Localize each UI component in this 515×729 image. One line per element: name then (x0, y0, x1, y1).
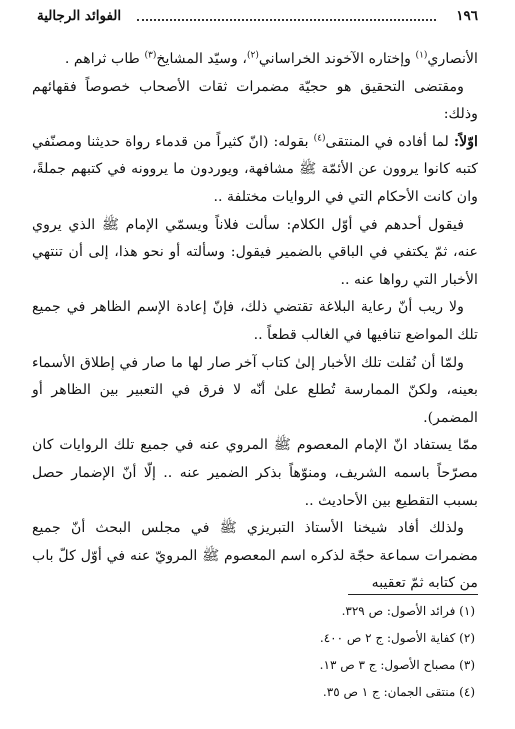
footnote-ref[interactable]: (٤) (313, 133, 326, 144)
text-run: بقوله: (انّ كثيراً من قدماء رواة حديثنا ومصنّفي كتبه كانوا يروون عن الأئمّة ﷺ مشافهة، ويوردون ما يروونه في كتبهم جملةً، وان كانت الأحكام التي في الروايات مختلفة .. (32, 133, 478, 205)
paragraph-8: ولذلك أفاد شيخنا الأستاذ التبريزي ﷺ في مجلس البحث أنّ جميع مضمرات سماعة حجّة لذكره اسم المعصوم ﷺ المرويّ عنه في أوّل كلّ باب من كتابه ثمّ تعقيبه (32, 520, 478, 592)
page-number: ١٩٦ (456, 8, 478, 24)
footnote-2: (٢) كفاية الأصول: ج ٢ ص ٤٠٠. (319, 631, 475, 645)
paragraph-5: ولا ريب أنّ رعاية البلاغة تقتضي ذلك، فإنّ إعادة الإسم الظاهر في جميع تلك المواضع تنافيها في الغالب قطعاً .. (32, 299, 478, 343)
text-run: لما أفاده في المنتقى (325, 133, 454, 150)
running-title: الفوائد الرجالية (37, 8, 122, 24)
text-run: ، وسيّد المشايخ (156, 51, 247, 67)
footnote-4: (٤) منتقى الجمان: ج ١ ص ٣٥. (322, 685, 475, 699)
paragraph-4: فيقول أحدهم في أوّل الكلام: سألت فلاناً ويسمّي الإمام ﷺ الذي يروي عنه، ثمّ يكتفي في الباقي بالضمير فيقول: وسألته أو نحو هذا، إلى أن تنتهي الأخبار التي رواها عنه .. (32, 216, 478, 288)
footnote-1: (١) فرائد الأصول: ص ٣٢٩. (341, 604, 475, 618)
text-run: وإختاره الآخوند الخراساني (258, 51, 416, 67)
paragraph-7: ممّا يستفاد انّ الإمام المعصوم ﷺ المروي عنه في جميع تلك الروايات كان مصرّحاً باسمه الشريف، ومنوّهاً بذكر الضمير عنه .. إلّا أنّ الإضمار حصل بسبب التقطيع بين الأحاديث .. (32, 437, 478, 509)
footnote-ref[interactable]: (١) (415, 50, 428, 61)
paragraph-6: ولمّا أن نُقلت تلك الأخبار إلىٰ كتاب آخر صار لها ما صار في إطلاق الأسماء بعينه، ولكنّ الممارسة تُطلع علىٰ أنّه لا فرق في التعبير بين الظاهر أو المضمر). (32, 354, 478, 426)
page-header (37, 8, 478, 30)
header-dotted-leader (137, 19, 436, 21)
paragraph-3 (32, 129, 478, 212)
paragraph-1 (32, 46, 478, 74)
footnotes (60, 598, 475, 706)
text-run: الأنصاري (427, 51, 478, 67)
text-run: طاب ثراهم . (64, 51, 145, 67)
footnote-ref[interactable]: (٢) (246, 50, 259, 61)
footnote-ref[interactable]: (٣) (144, 50, 157, 61)
footnote-separator (348, 594, 478, 595)
footnote-3: (٣) مصباح الأصول: ج ٣ ص ١٣. (319, 658, 475, 672)
section-lead: اوّلاً: (453, 133, 478, 150)
paragraph-2: ومقتضى التحقيق هو حجيّة مضمرات ثقات الأصحاب خصوصاً فقهائهم وذلك: (32, 78, 478, 123)
main-text (32, 46, 478, 598)
